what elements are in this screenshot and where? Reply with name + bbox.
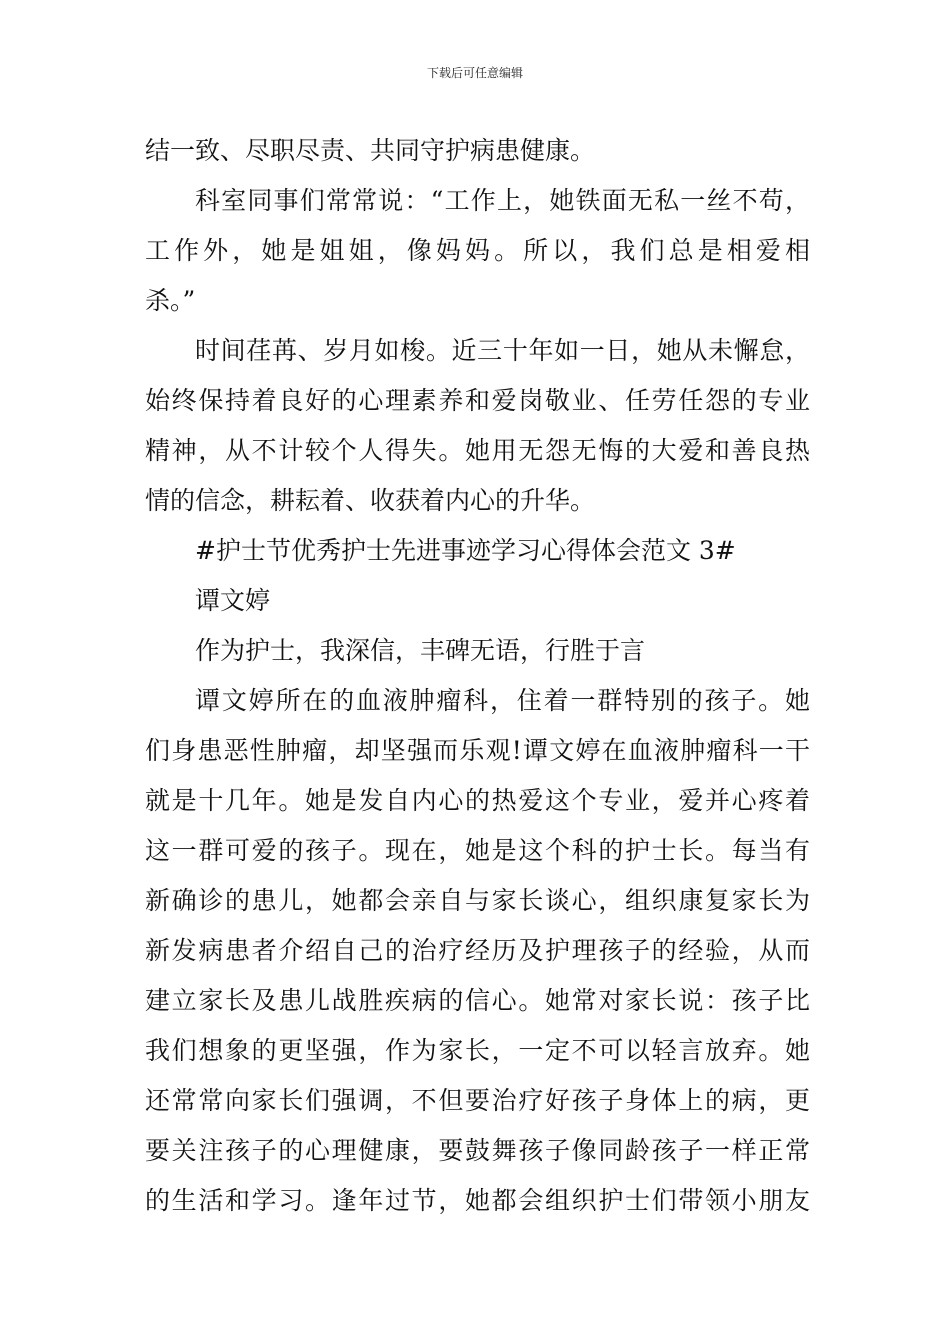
text-line: 新确诊的患儿，她都会亲自与家长谈心，组织康复家长为 (145, 886, 810, 915)
text-line: 要关注孩子的心理健康，要鼓舞孩子像同龄孩子一样正常 (145, 1136, 810, 1165)
text-line: 始终保持着良好的心理素养和爱岗敬业、任劳任怨的专业 (145, 386, 810, 415)
author-name: 谭文婷 (195, 586, 271, 615)
text-line: 我们想象的更坚强，作为家长，一定不可以轻言放弃。她 (145, 1036, 810, 1065)
text-line: 的生活和学习。逢年过节，她都会组织护士们带领小朋友 (145, 1186, 810, 1215)
text-line: 工作外，她是姐姐，像妈妈。所以，我们总是相爱相 (145, 236, 810, 265)
document-body (145, 126, 810, 1226)
motto-line: 作为护士，我深信，丰碑无语，行胜于言 (195, 636, 646, 665)
text-line: 还常常向家长们强调，不但要治疗好孩子身体上的病，更 (145, 1086, 810, 1115)
text-line: 精神，从不计较个人得失。她用无怨无悔的大爱和善良热 (145, 436, 810, 465)
text-line: 谭文婷所在的血液肿瘤科，住着一群特别的孩子。她 (195, 686, 810, 715)
text-line: 科室同事们常常说：“工作上，她铁面无私一丝不苟， (195, 186, 810, 215)
section-heading: #护士节优秀护士先进事迹学习心得体会范文 3# (195, 536, 736, 565)
page-header: 下载后可任意编辑 (426, 66, 523, 80)
text-line: 新发病患者介绍自己的治疗经历及护理孩子的经验，从而 (145, 936, 810, 965)
text-line: 时间荏苒、岁月如梭。近三十年如一日，她从未懈怠， (195, 336, 810, 365)
text-line: 杀。” (145, 286, 196, 315)
text-line: 们身患恶性肿瘤，却坚强而乐观!谭文婷在血液肿瘤科一干 (145, 736, 810, 765)
text-line: 结一致、尽职尽责、共同守护病患健康。 (145, 136, 596, 165)
text-line: 情的信念，耕耘着、收获着内心的升华。 (145, 486, 596, 515)
text-line: 建立家长及患儿战胜疾病的信心。她常对家长说：孩子比 (145, 986, 810, 1015)
text-line: 这一群可爱的孩子。现在，她是这个科的护士长。每当有 (145, 836, 810, 865)
text-line: 就是十几年。她是发自内心的热爱这个专业，爱并心疼着 (145, 786, 810, 815)
